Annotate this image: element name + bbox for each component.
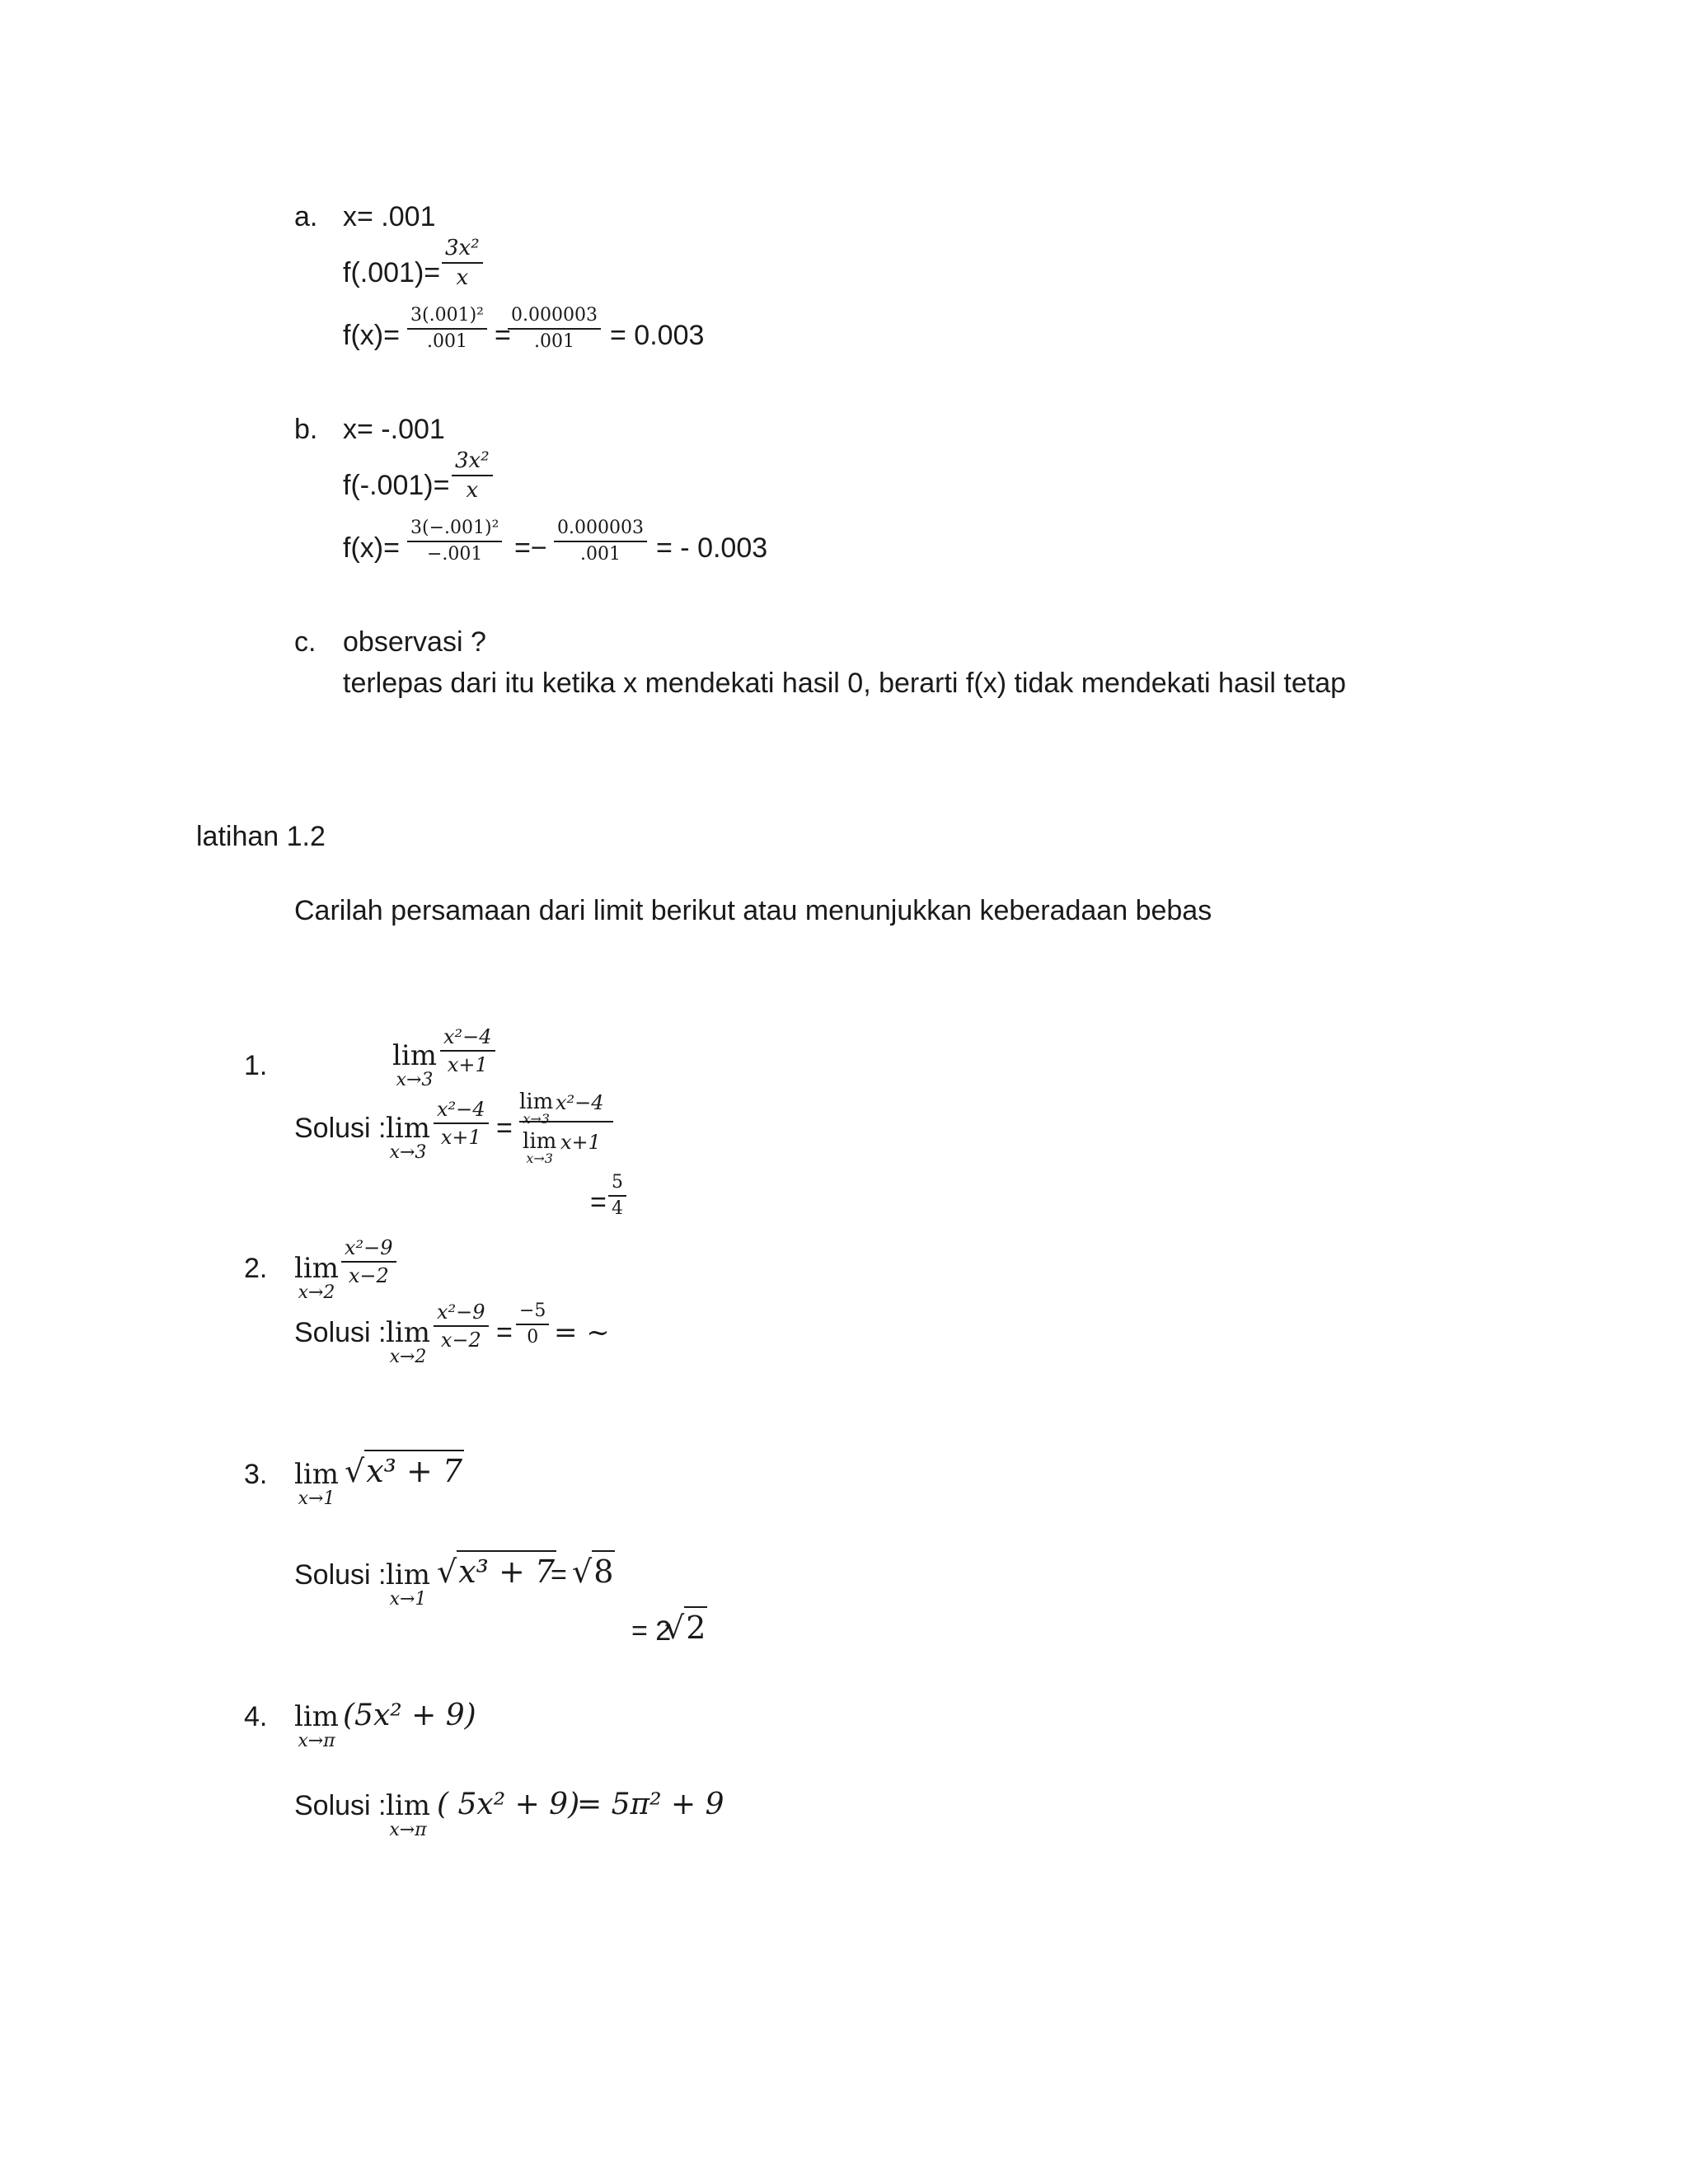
sqrt-icon: √ — [437, 1554, 457, 1590]
lim-subscript: x→1 — [298, 1488, 335, 1509]
lim-subscript: x→2 — [298, 1282, 335, 1303]
problem-3-sqrt-value-2 — [664, 1610, 707, 1646]
part-b-calc-lhs: f(x)= — [343, 532, 400, 564]
lim-word: lim — [294, 1252, 339, 1285]
radicand: x³ + 7 — [364, 1450, 464, 1489]
lim-operator — [519, 1091, 553, 1126]
lim-operator — [523, 1131, 556, 1165]
lim-subscript: x→3 — [526, 1151, 553, 1166]
section-instruction: Carilah persamaan dari limit berikut atau menunjukkan keberadaan bebas — [294, 895, 1212, 926]
part-a-f-lhs: f(.001)= — [343, 257, 441, 288]
problem-1-solution-limit — [386, 1114, 430, 1162]
part-a-f-fraction — [442, 237, 483, 288]
fraction-numerator: −5 — [516, 1302, 549, 1325]
fraction-denominator: x−2 — [440, 1329, 481, 1352]
lim-subscript: x→3 — [523, 1111, 550, 1127]
lim-word: lim — [386, 1316, 430, 1349]
fraction-denominator: x−2 — [348, 1264, 389, 1287]
problem-3-sqrt-value — [572, 1554, 615, 1590]
fraction-denominator: x — [456, 265, 469, 290]
problem-4-solusi-label: Solusi : — [294, 1790, 387, 1821]
problem-4-solution-limit — [386, 1789, 430, 1840]
problem-2-value-fraction — [516, 1302, 549, 1347]
fraction-denominator: .001 — [534, 331, 574, 352]
problem-2-equals: = — [496, 1317, 513, 1348]
problem-4-result: = 5π² + 9 — [577, 1788, 724, 1821]
fraction-denominator: .001 — [426, 331, 467, 352]
problem-2-solution-fraction — [434, 1302, 489, 1350]
fraction-denominator: 0 — [527, 1327, 539, 1347]
lim-word: lim — [294, 1458, 339, 1491]
lim-word: lim — [523, 1129, 557, 1154]
lim-word: lim — [386, 1112, 430, 1145]
fraction-numerator: 0.000003 — [508, 307, 601, 330]
fraction-numerator: x²−9 — [341, 1238, 396, 1263]
problem-4-expression: (5x² + 9) — [343, 1699, 476, 1732]
part-b-calc-fraction-2 — [554, 519, 647, 564]
lim-subscript: x→π — [389, 1820, 427, 1840]
problem-1-solution-fraction — [434, 1099, 489, 1147]
problem-2-number: 2. — [244, 1253, 268, 1284]
problem-2-expression — [341, 1238, 396, 1286]
section-heading: latihan 1.2 — [196, 821, 326, 852]
part-b-f-lhs: f(-.001)= — [343, 470, 450, 501]
fraction-numerator: x²−4 — [434, 1099, 489, 1124]
part-c-observation-text: terlepas dari itu ketika x mendekati hasil 0, berarti f(x) tidak mendekati hasil tetap — [343, 668, 1347, 699]
radicand: x³ + 7 — [457, 1550, 556, 1590]
part-a-label: a. — [294, 201, 318, 232]
lim-word: lim — [294, 1700, 339, 1733]
part-a-x-value: x= .001 — [343, 201, 436, 232]
problem-1-final-equals: = — [590, 1187, 607, 1218]
lim-subscript: x→3 — [389, 1142, 427, 1163]
lim-subscript: x→2 — [389, 1347, 427, 1367]
problem-3-radical — [345, 1455, 464, 1487]
problem-1-split-denominator — [523, 1131, 613, 1167]
part-c-label: c. — [294, 626, 316, 658]
problem-1-equals: = — [496, 1113, 513, 1144]
part-a-equals: = — [495, 320, 511, 351]
problem-1-limit — [392, 1039, 437, 1090]
fraction-denominator: −.001 — [426, 544, 483, 565]
fraction-numerator: x²−9 — [434, 1302, 489, 1327]
part-b-x-value: x= -.001 — [343, 414, 445, 445]
sqrt-icon: √ — [664, 1610, 685, 1646]
fraction-denominator: 4 — [612, 1198, 623, 1219]
lim-subscript: x→3 — [396, 1070, 434, 1090]
fraction-numerator: 3(.001)² — [407, 307, 487, 330]
lim-subscript: x→π — [298, 1731, 335, 1751]
lim-word: lim — [386, 1789, 430, 1822]
fraction-numerator: 5 — [608, 1174, 626, 1197]
problem-1-split-numerator — [519, 1090, 613, 1127]
fraction-numerator: x²−4 — [440, 1027, 495, 1052]
problem-3-limit — [294, 1460, 339, 1508]
problem-4-number: 4. — [244, 1701, 268, 1732]
part-a-calc-lhs: f(x)= — [343, 320, 400, 351]
lim-word: lim — [392, 1039, 437, 1072]
lim-subscript: x→1 — [389, 1589, 427, 1610]
problem-3-equals: = — [551, 1559, 567, 1591]
fraction-numerator: 3x² — [442, 237, 483, 264]
problem-3-solution-limit — [386, 1558, 430, 1610]
part-b-calc-fraction-1 — [407, 519, 502, 564]
sqrt-icon: √ — [345, 1453, 365, 1489]
problem-4-solution-expression: ( 5x² + 9) — [437, 1788, 580, 1821]
problem-1-final-fraction — [608, 1174, 626, 1218]
part-a-calc-fraction-2 — [508, 307, 601, 351]
problem-2-solution-limit — [386, 1316, 430, 1367]
sqrt-icon: √ — [572, 1554, 593, 1590]
part-b-result: = - 0.003 — [656, 532, 768, 564]
problem-3-solusi-label: Solusi : — [294, 1559, 387, 1591]
part-a-result: = 0.003 — [610, 320, 705, 351]
part-b-f-fraction — [452, 450, 493, 501]
problem-3-number: 3. — [244, 1459, 268, 1490]
fraction-numerator: 3x² — [452, 450, 493, 476]
problem-2-limit — [294, 1254, 339, 1302]
part-b-equals-minus: =− — [514, 532, 547, 564]
radicand: 2 — [684, 1606, 707, 1646]
part-b-label: b. — [294, 414, 318, 445]
problem-4-limit — [294, 1700, 339, 1751]
problem-3-equals-2: = 2 — [631, 1615, 672, 1647]
problem-2-result: = ~ — [554, 1316, 610, 1349]
problem-3-solution-radical — [437, 1554, 556, 1590]
fraction-numerator: 3(−.001)² — [407, 519, 502, 542]
lim-word: lim — [386, 1558, 430, 1591]
problem-1-expression — [440, 1027, 495, 1075]
fraction-denominator: x+1 — [440, 1126, 481, 1149]
problem-1-number: 1. — [244, 1050, 268, 1081]
part-a-calc-fraction-1 — [407, 307, 487, 351]
lim-word: lim — [519, 1090, 554, 1114]
fraction-denominator: x+1 — [447, 1053, 488, 1076]
part-c-title: observasi ? — [343, 626, 486, 658]
numerator-expression: x²−4 — [556, 1091, 604, 1114]
fraction-denominator: x — [466, 478, 479, 503]
problem-2-solusi-label: Solusi : — [294, 1317, 387, 1348]
fraction-numerator: 0.000003 — [554, 519, 647, 542]
denominator-expression: x+1 — [560, 1131, 601, 1154]
radicand: 8 — [592, 1550, 615, 1590]
fraction-denominator: .001 — [580, 544, 621, 565]
problem-1-solusi-label: Solusi : — [294, 1113, 387, 1144]
